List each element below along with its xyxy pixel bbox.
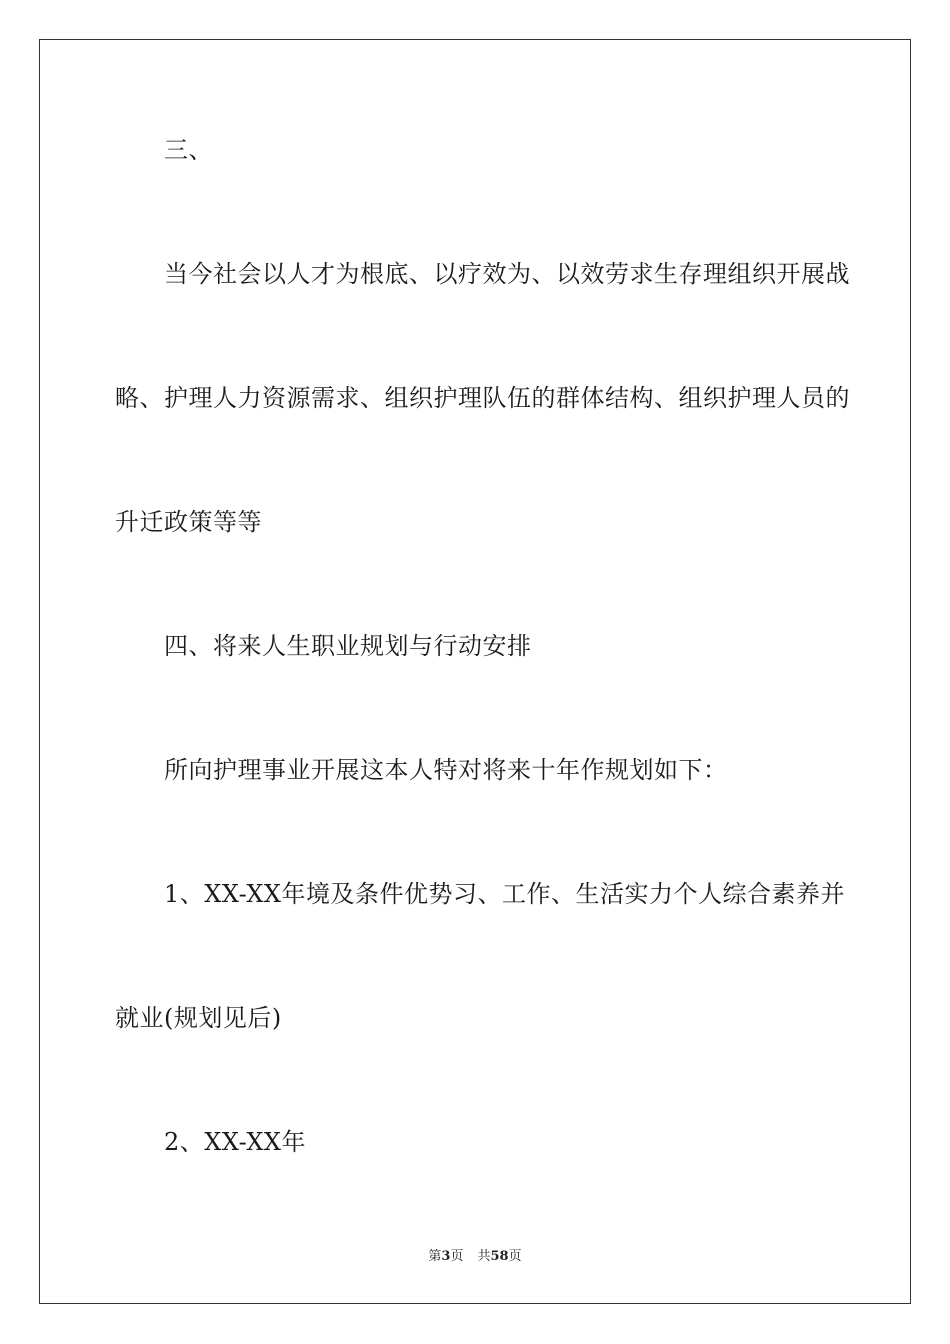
section-heading-four: 四、将来人生职业规划与行动安排 [164,632,532,660]
paragraph-line: 略、护理人力资源需求、组织护理队伍的群体结构、组织护理人员的 [115,384,850,412]
page-footer [0,1248,950,1266]
page-border [39,39,911,1304]
total-suffix: 页 [508,1249,522,1264]
paragraph-line: 当今社会以人才为根底、以疗效为、以效劳求生存理组织开展战 [164,260,850,288]
page-prefix: 第 [428,1249,442,1264]
page-total: 58 [490,1249,509,1264]
list-item-2: 2、XX-XX年 [164,1128,307,1156]
page-suffix: 页 [450,1249,464,1264]
total-prefix: 共 [477,1249,491,1264]
section-heading-three: 三、 [164,136,213,164]
list-item-1: 1、XX-XX年境及条件优势习、工作、生活实力个人综合素养并 [164,880,846,908]
list-item-1-continued: 就业(规划见后) [115,1004,282,1032]
page-current: 3 [441,1249,451,1264]
paragraph-line: 所向护理事业开展这本人特对将来十年作规划如下： [164,756,728,784]
paragraph-line: 升迁政策等等 [115,508,262,536]
